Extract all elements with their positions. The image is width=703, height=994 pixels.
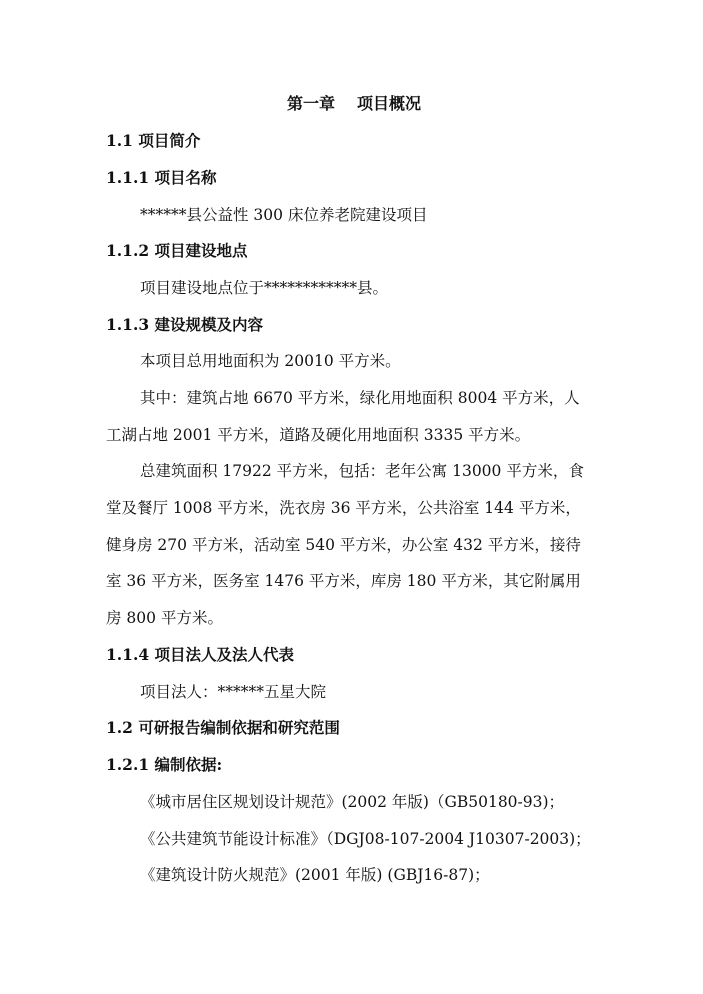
section-heading-1-1-3: 1.1.3 建设规模及内容: [106, 315, 264, 334]
paragraph-building-area-line-4: 室 36 平方米，医务室 1476 平方米，库房 180 平方米，其它附属用: [106, 572, 581, 590]
section-heading-1-1: 1.1 项目简介: [106, 131, 201, 150]
reference-item: 《公共建筑节能设计标准》（DGJ08-107-2004 J10307-2003)；: [140, 830, 591, 848]
section-heading-1-1-2: 1.1.2 项目建设地点: [106, 241, 248, 260]
paragraph-building-area-line-1: 总建筑面积 17922 平方米，包括：老年公寓 13000 平方米，食: [140, 462, 584, 480]
paragraph-building-area-line-3: 健身房 270 平方米，活动室 540 平方米，办公室 432 平方米，接待: [106, 536, 581, 554]
project-location-text: 项目建设地点位于************县。: [140, 279, 389, 297]
section-heading-1-2-1: 1.2.1 编制依据:: [106, 755, 223, 774]
chapter-title: 项目概况: [357, 94, 422, 113]
section-heading-1-2: 1.2 可研报告编制依据和研究范围: [106, 718, 340, 737]
legal-entity-text: 项目法人：******五星大院: [140, 683, 327, 701]
reference-item: 《建筑设计防火规范》(2001 年版) (GBJ16-87)；: [140, 866, 490, 884]
paragraph-total-area: 本项目总用地面积为 20010 平方米。: [140, 352, 401, 370]
chapter-number: 第一章: [287, 94, 336, 113]
reference-item: 《城市居住区规划设计规范》(2002 年版)（GB50180-93)；: [140, 793, 565, 811]
project-name-text: ******县公益性 300 床位养老院建设项目: [140, 206, 428, 224]
section-heading-1-1-4: 1.1.4 项目法人及法人代表: [106, 645, 295, 664]
section-heading-1-1-1: 1.1.1 项目名称: [106, 168, 217, 187]
paragraph-building-area-line-2: 堂及餐厅 1008 平方米，洗衣房 36 平方米，公共浴室 144 平方米，: [106, 499, 581, 517]
paragraph-land-use-line-2: 工湖占地 2001 平方米，道路及硬化用地面积 3335 平方米。: [106, 426, 531, 444]
paragraph-land-use-line-1: 其中：建筑占地 6670 平方米，绿化用地面积 8004 平方米，人: [140, 389, 580, 407]
paragraph-building-area-line-5: 房 800 平方米。: [106, 609, 223, 627]
chapter-heading: [287, 94, 421, 114]
